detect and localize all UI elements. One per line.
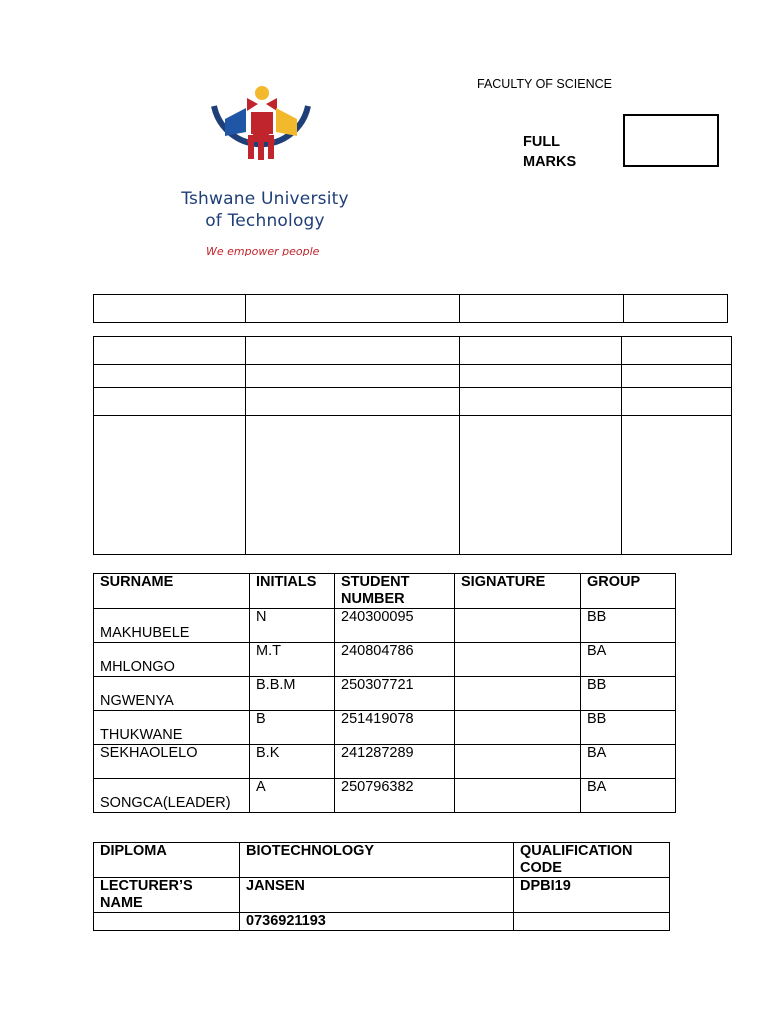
group-cell: BA — [581, 643, 676, 677]
qualification-code-label: QUALIFICATION CODE — [514, 843, 670, 878]
table-row — [94, 337, 732, 365]
initials-cell: B.K — [250, 745, 335, 779]
university-name: Tshwane University of Technology — [181, 189, 349, 231]
signature-cell[interactable] — [455, 677, 581, 711]
qualification-code-value: DPBI19 — [514, 878, 670, 913]
table-row — [94, 388, 732, 416]
surname-cell: SONGCA(LEADER) — [94, 779, 250, 813]
blank-cell[interactable] — [460, 416, 622, 555]
blank-cell[interactable] — [460, 388, 622, 416]
signature-cell[interactable] — [455, 779, 581, 813]
column-header-signature: SIGNATURE — [455, 574, 581, 609]
blank-cell[interactable] — [94, 337, 246, 365]
initials-cell: B — [250, 711, 335, 745]
full-marks-label: FULL MARKS — [523, 134, 577, 170]
faculty-title: FACULTY OF SCIENCE — [477, 77, 612, 91]
group-members-table — [93, 573, 676, 813]
lecturer-name: JANSEN — [240, 878, 514, 913]
student-number-cell: 250796382 — [335, 779, 455, 813]
blank-cell[interactable] — [622, 388, 732, 416]
table-row — [94, 643, 676, 677]
initials-cell: A — [250, 779, 335, 813]
signature-cell[interactable] — [455, 643, 581, 677]
university-logo — [170, 84, 360, 259]
table-row — [94, 609, 676, 643]
blank-cell[interactable] — [514, 913, 670, 931]
initials-cell: N — [250, 609, 335, 643]
full-marks-box[interactable] — [623, 114, 719, 167]
student-number-cell: 240804786 — [335, 643, 455, 677]
blank-cell[interactable] — [94, 295, 246, 323]
column-header-group: GROUP — [581, 574, 676, 609]
surname-cell: MAKHUBELE — [94, 609, 250, 643]
course-details-table — [93, 842, 670, 931]
surname-cell: NGWENYA — [94, 677, 250, 711]
blank-cell[interactable] — [460, 295, 624, 323]
column-header-initials: INITIALS — [250, 574, 335, 609]
table-row — [94, 843, 670, 878]
student-number-cell: 250307721 — [335, 677, 455, 711]
university-tagline: We empower people — [206, 245, 320, 256]
table-row — [94, 295, 728, 323]
blank-cell[interactable] — [246, 295, 460, 323]
surname-cell: SEKHAOLELO — [94, 745, 250, 779]
blank-cell[interactable] — [94, 416, 246, 555]
signature-cell[interactable] — [455, 609, 581, 643]
surname-cell: MHLONGO — [94, 643, 250, 677]
blank-cell[interactable] — [622, 416, 732, 555]
table-header-row — [94, 574, 676, 609]
column-header-surname: SURNAME — [94, 574, 250, 609]
blank-cell[interactable] — [622, 337, 732, 365]
diploma-label: DIPLOMA — [94, 843, 240, 878]
blank-cell[interactable] — [624, 295, 728, 323]
student-number-cell: 241287289 — [335, 745, 455, 779]
signature-cell[interactable] — [455, 745, 581, 779]
group-cell: BA — [581, 779, 676, 813]
table-row — [94, 365, 732, 388]
student-number-cell: 251419078 — [335, 711, 455, 745]
table-row — [94, 416, 732, 555]
logo-emblem-icon — [206, 84, 316, 166]
table-row — [94, 779, 676, 813]
lecturer-label: LECTURER’S NAME — [94, 878, 240, 913]
blank-cell[interactable] — [94, 388, 246, 416]
blank-cell[interactable] — [246, 416, 460, 555]
initials-cell: M.T — [250, 643, 335, 677]
group-cell: BB — [581, 609, 676, 643]
student-number-cell: 240300095 — [335, 609, 455, 643]
surname-cell: THUKWANE — [94, 711, 250, 745]
blank-cell[interactable] — [246, 388, 460, 416]
blank-grid-table — [93, 336, 732, 555]
group-cell: BB — [581, 677, 676, 711]
initials-cell: B.B.M — [250, 677, 335, 711]
group-cell: BA — [581, 745, 676, 779]
blank-cell[interactable] — [460, 337, 622, 365]
blank-cell[interactable] — [246, 337, 460, 365]
table-row — [94, 711, 676, 745]
diploma-value: BIOTECHNOLOGY — [240, 843, 514, 878]
table-row — [94, 745, 676, 779]
blank-cell[interactable] — [94, 913, 240, 931]
group-cell: BB — [581, 711, 676, 745]
phone-number: 0736921193 — [240, 913, 514, 931]
blank-cell[interactable] — [246, 365, 460, 388]
blank-cell[interactable] — [622, 365, 732, 388]
table-row — [94, 878, 670, 913]
blank-cell[interactable] — [94, 365, 246, 388]
table-row — [94, 677, 676, 711]
column-header-student-number: STUDENT NUMBER — [335, 574, 455, 609]
table-row — [94, 913, 670, 931]
blank-cell[interactable] — [460, 365, 622, 388]
signature-cell[interactable] — [455, 711, 581, 745]
blank-info-table — [93, 294, 728, 323]
